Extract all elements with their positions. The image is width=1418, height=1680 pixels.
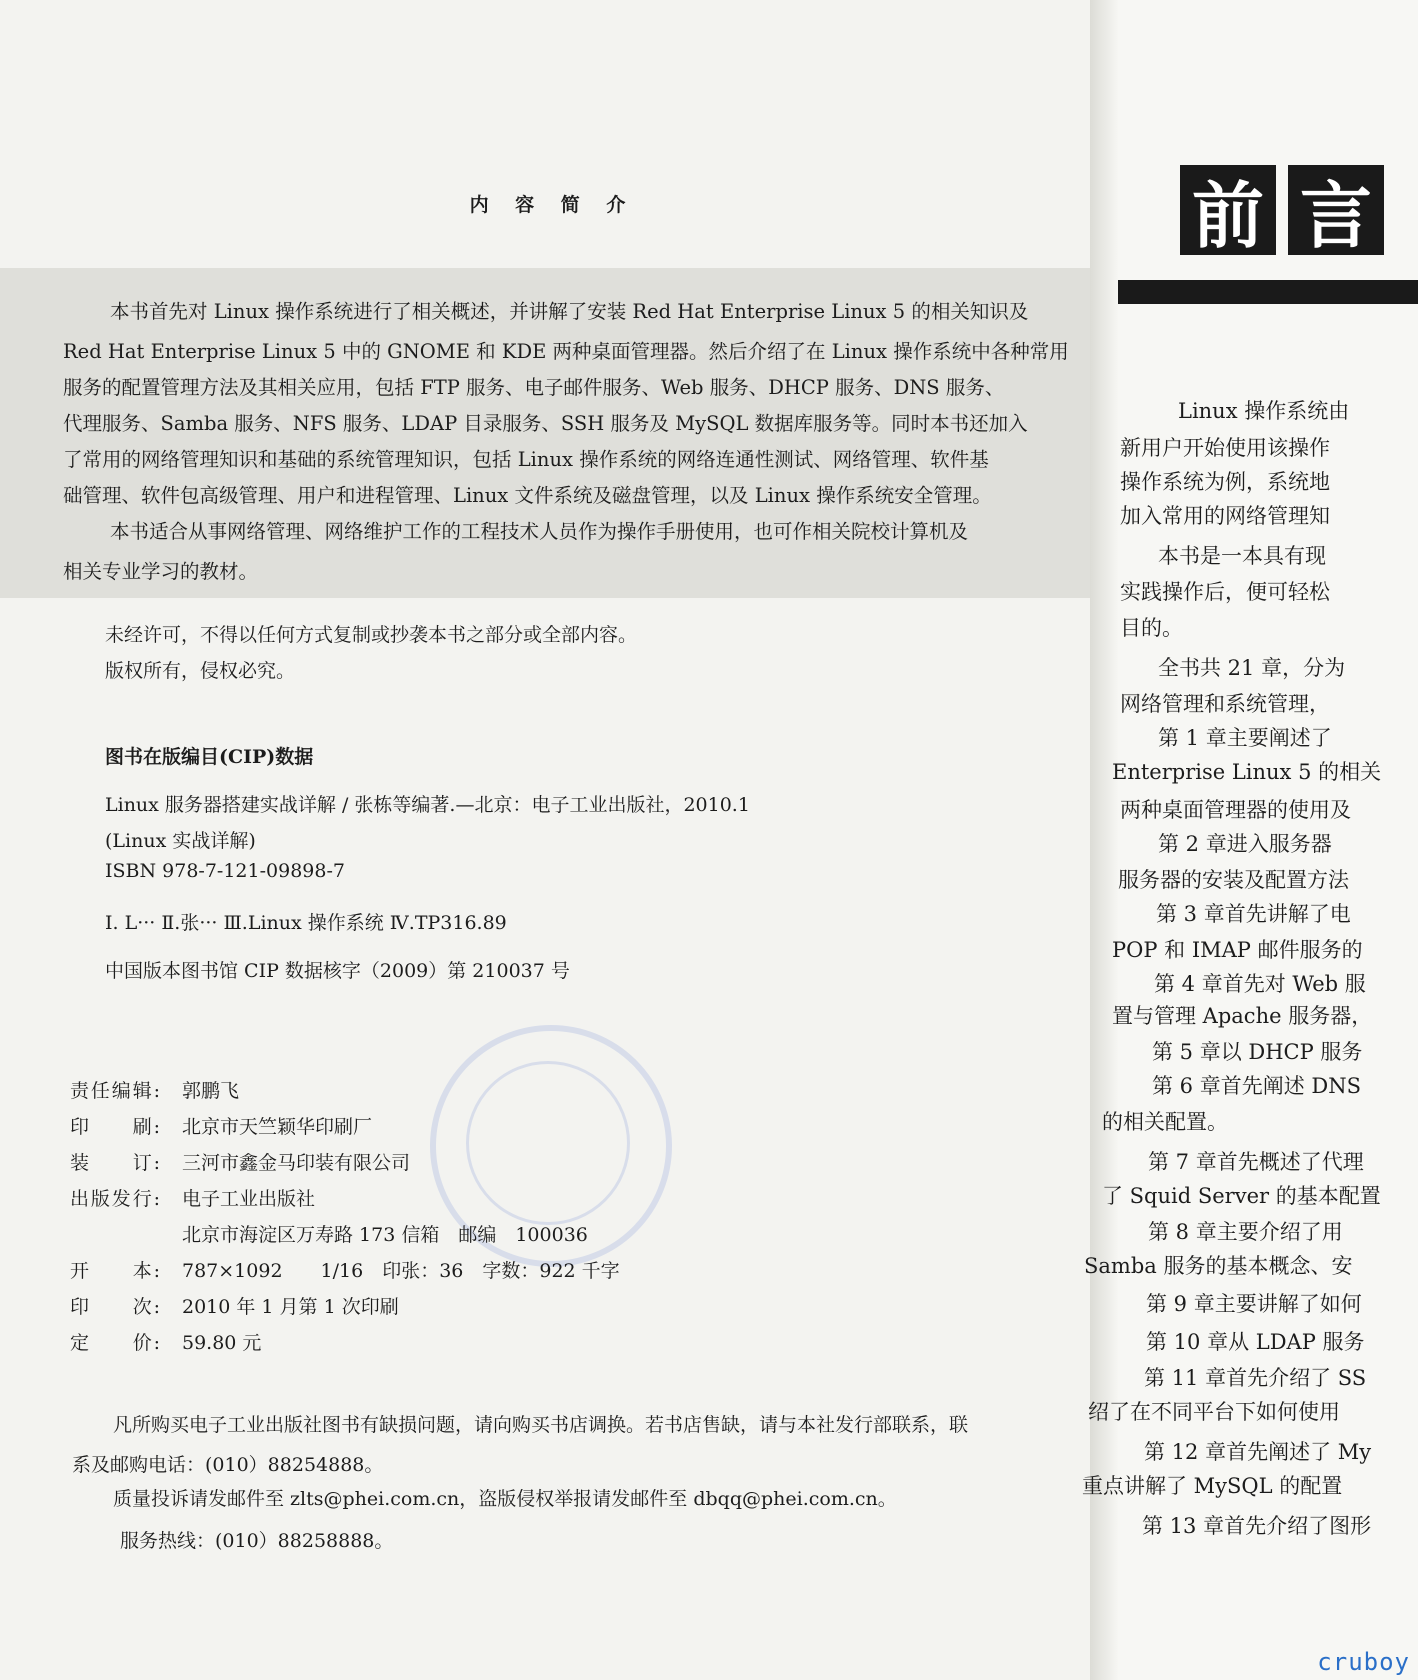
preface-line: 实践操作后，便可轻松 xyxy=(1120,580,1330,604)
preface-line: Enterprise Linux 5 的相关 xyxy=(1112,760,1382,784)
footer-line: 质量投诉请发邮件至 zlts@phei.com.cn，盗版侵权举报请发邮件至 dbqq@phei.com.cn。 xyxy=(113,1488,897,1510)
preface-line: 绍了在不同平台下如何使用 xyxy=(1088,1400,1340,1424)
preface-line: 加入常用的网络管理知 xyxy=(1120,504,1330,528)
footer-line: 凡所购买电子工业出版社图书有缺损问题，请向购买书店调换。若书店售缺，请与本社发行部联系，联 xyxy=(113,1414,969,1436)
credit-row: 责任编辑: 郭鹏飞 xyxy=(70,1080,240,1102)
page-title: 内 容 简 介 xyxy=(469,194,636,216)
preface-heading-char: 言 xyxy=(1288,165,1384,255)
intro-line: 本书适合从事网络管理、网络维护工作的工程技术人员作为操作手册使用，也可作相关院校计算机及 xyxy=(110,520,969,543)
preface-line: 第 12 章首先阐述了 My xyxy=(1144,1440,1372,1464)
preface-line: 本书是一本具有现 xyxy=(1158,544,1326,568)
preface-line: 第 1 章主要阐述了 xyxy=(1158,726,1332,750)
preface-line: 的相关配置。 xyxy=(1102,1110,1228,1134)
cip-line: ISBN 978-7-121-09898-7 xyxy=(105,860,345,882)
classification-line: I. L··· Ⅱ.张··· Ⅲ.Linux 操作系统 Ⅳ.TP316.89 xyxy=(105,912,507,934)
preface-line: 目的。 xyxy=(1120,616,1183,640)
preface-line: 全书共 21 章，分为 xyxy=(1158,656,1346,680)
intro-line: 服务的配置管理方法及其相关应用，包括 FTP 服务、电子邮件服务、Web 服务、DHCP 服务、DNS 服务、 xyxy=(63,376,1005,399)
intro-line: 代理服务、Samba 服务、NFS 服务、LDAP 目录服务、SSH 服务及 MySQL 数据库服务等。同时本书还加入 xyxy=(63,412,1028,435)
preface-line: Linux 操作系统由 xyxy=(1178,399,1350,423)
cip-title: 图书在版编目(CIP)数据 xyxy=(105,746,314,768)
cip-line: (Linux 实战详解) xyxy=(105,830,256,852)
preface-line: Samba 服务的基本概念、安 xyxy=(1084,1254,1353,1278)
cip-line: Linux 服务器搭建实战详解 / 张栋等编著.—北京：电子工业出版社，2010.1 xyxy=(105,794,750,816)
copyright-notice: 版权所有，侵权必究。 xyxy=(105,660,296,682)
preface-line: 操作系统为例，系统地 xyxy=(1120,470,1330,494)
intro-line: 本书首先对 Linux 操作系统进行了相关概述，并讲解了安装 Red Hat Enterprise Linux 5 的相关知识及 xyxy=(110,300,1029,323)
preface-line: 第 5 章以 DHCP 服务 xyxy=(1152,1040,1363,1064)
preface-line: 第 6 章首先阐述 DNS xyxy=(1152,1074,1361,1098)
intro-line: 相关专业学习的教材。 xyxy=(63,560,259,583)
preface-line: 网络管理和系统管理， xyxy=(1120,692,1330,716)
preface-line: 第 11 章首先介绍了 SS xyxy=(1144,1366,1367,1390)
preface-line: 第 2 章进入服务器 xyxy=(1158,832,1332,856)
watermark: cruboy xyxy=(1317,1648,1410,1676)
intro-line: Red Hat Enterprise Linux 5 中的 GNOME 和 KDE 两种桌面管理器。然后介绍了在 Linux 操作系统中各种常用 xyxy=(63,340,1069,363)
intro-line: 础管理、软件包高级管理、用户和进程管理、Linux 文件系统及磁盘管理，以及 Linux 操作系统安全管理。 xyxy=(63,484,992,507)
credit-row: 印 刷: 北京市天竺颖华印刷厂 xyxy=(70,1116,373,1138)
preface-line: 服务器的安装及配置方法 xyxy=(1118,868,1349,892)
right-page xyxy=(1082,0,1418,1680)
cip-number: 中国版本图书馆 CIP 数据核字（2009）第 210037 号 xyxy=(105,960,570,982)
preface-line: 新用户开始使用该操作 xyxy=(1120,436,1330,460)
preface-line: POP 和 IMAP 邮件服务的 xyxy=(1112,938,1363,962)
preface-line: 第 10 章从 LDAP 服务 xyxy=(1146,1330,1365,1354)
preface-rule xyxy=(1118,280,1418,304)
preface-line: 两种桌面管理器的使用及 xyxy=(1120,798,1351,822)
preface-line: 重点讲解了 MySQL 的配置 xyxy=(1082,1474,1343,1498)
credit-row: 印 次: 2010 年 1 月第 1 次印刷 xyxy=(70,1296,399,1318)
preface-line: 第 4 章首先对 Web 服 xyxy=(1154,972,1366,996)
footer-line: 服务热线：(010）88258888。 xyxy=(120,1530,394,1552)
copyright-notice: 未经许可，不得以任何方式复制或抄袭本书之部分或全部内容。 xyxy=(105,624,638,646)
preface-line: 第 13 章首先介绍了图形 xyxy=(1142,1514,1372,1538)
preface-line: 置与管理 Apache 服务器， xyxy=(1112,1004,1373,1028)
preface-line: 第 8 章主要介绍了用 xyxy=(1148,1220,1343,1244)
credit-row: 出版发行: 电子工业出版社 xyxy=(70,1188,316,1210)
intro-line: 了常用的网络管理知识和基础的系统管理知识，包括 Linux 操作系统的网络连通性测试、网络管理、软件基 xyxy=(63,448,989,471)
preface-line: 第 7 章首先概述了代理 xyxy=(1148,1150,1364,1174)
footer-line: 系及邮购电话：(010）88254888。 xyxy=(72,1454,384,1476)
preface-line: 第 9 章主要讲解了如何 xyxy=(1146,1292,1362,1316)
credit-row: 开 本: 787×1092 1/16 印张：36 字数：922 千字 xyxy=(70,1260,620,1282)
preface-line: 第 3 章首先讲解了电 xyxy=(1156,902,1351,926)
preface-line: 了 Squid Server 的基本配置 xyxy=(1102,1184,1381,1208)
credit-row: 装 订: 三河市鑫金马印装有限公司 xyxy=(70,1152,411,1174)
credit-row: 定 价: 59.80 元 xyxy=(70,1332,262,1354)
credit-row: 北京市海淀区万寿路 173 信箱 邮编 100036 xyxy=(182,1224,588,1246)
preface-heading-char: 前 xyxy=(1180,165,1276,255)
